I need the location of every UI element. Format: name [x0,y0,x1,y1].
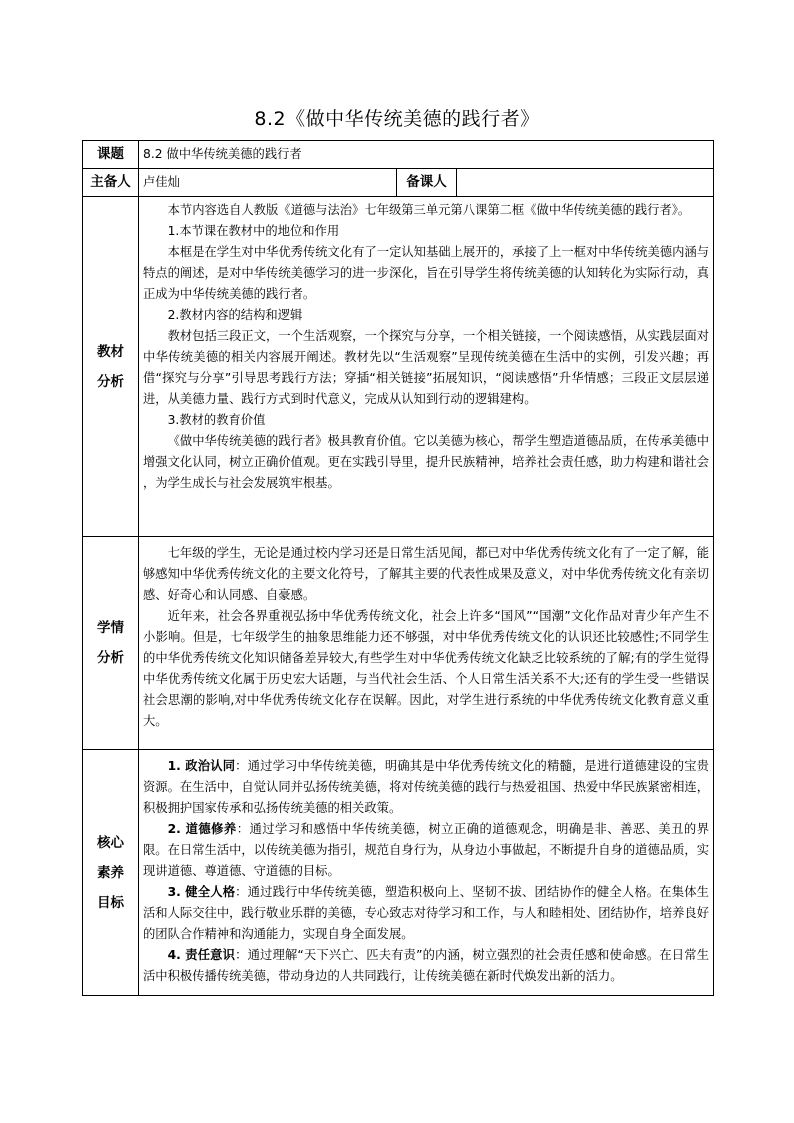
textbook-heading-1: 1.本节课在教材中的地位和作用 [167,224,340,238]
preparer-label: 主备人 [83,169,139,197]
textbook-heading-3: 3.教材的教育价值 [167,413,266,427]
textbook-label [83,197,139,537]
literacy-item [143,756,709,819]
students-label [83,537,139,750]
literacy-item-text: ：通过理解“天下兴亡、匹夫有责”的内涵，树立强烈的社会责任感和使命感。在日常生活中积极传播传统美德，带动身边的人共同践行，让传统美德在新时代焕发出新的活力。 [143,948,709,983]
literacy-item [143,945,709,987]
textbook-intro: 本节内容选自人教版《道德与法治》七年级第三单元第八课第二框《做中华传统美德的践行者》。 [167,203,691,217]
textbook-row [83,197,714,537]
lesson-plan-table [82,140,714,996]
preparer-value: 卢佳灿 [139,169,397,197]
students-row [83,537,714,750]
literacy-item-lead: 1. 政治认同 [167,759,236,773]
students-content [139,537,714,750]
literacy-item-lead: 2. 道德修养 [167,822,237,836]
literacy-row [83,750,714,996]
literacy-item-lead: 3. 健全人格 [167,885,236,899]
students-label-2: 分析 [97,650,124,666]
textbook-content [139,197,714,537]
co-preparer-value [457,169,714,197]
literacy-label [83,750,139,996]
topic-value: 8.2 做中华传统美德的践行者 [139,141,714,169]
co-preparer-label: 备课人 [397,169,457,197]
literacy-label-1: 核心 [97,834,124,851]
literacy-item-text: ：通过学习中华传统美德，明确其是中华优秀传统文化的精髓，是进行道德建设的宝贵资源。在生活中，自觉认同并弘扬传统美德，将对传统美德的践行与热爱祖国、热爱中华民族紧密相连，积极拥护国家传承和弘扬传统美德的相关政策。 [143,759,709,815]
textbook-label-2: 分析 [97,373,124,390]
students-paragraph-1: 七年级的学生，无论是通过校内学习还是日常生活见闻，都已对中华优秀传统文化有了一定了解，能够感知中华优秀传统文化的主要文化符号，了解其主要的代表性成果及意义，对中华优秀传统文化有亲切感、好奇心和认同感、自豪感。 [143,546,709,602]
textbook-paragraph-2: 教材包括三段正文，一个生活观察，一个探究与分享，一个相关链接，一个阅读感悟，从实践层面对中华传统美德的相关内容展开阐述。教材先以“生活观察”呈现传统美德在生活中的实例，引发兴趣；再借“探究与分享”引导思考践行方法；穿插“相关链接”拓展知识，“阅读感悟”升华情感；三段正文层层递进，从美德力量、践行方式到时代意义，完成从认知到行动的逻辑建构。 [143,329,709,406]
preparer-row [83,169,714,197]
literacy-item-lead: 4. 责任意识 [167,948,236,962]
literacy-item-text: ：通过学习和感悟中华传统美德，树立正确的道德观念，明确是非、善恶、美丑的界限。在日常生活中，以传统美德为指引，规范自身行为，从身边小事做起，不断提升自身的道德品质，实现讲道德、尊道德、守道德的目标。 [143,822,709,878]
textbook-paragraph-3: 《做中华传统美德的践行者》极具教育价值。它以美德为核心，帮学生塑造道德品质，在传承美德中增强文化认同，树立正确价值观。更在实践引导里，提升民族精神，培养社会责任感，助力构建和谐社会 ，为学生成长与社会发展筑牢根基。 [143,434,709,490]
textbook-heading-2: 2.教材内容的结构和逻辑 [167,308,303,322]
literacy-item [143,882,709,945]
textbook-label-1: 教材 [97,343,124,360]
topic-row [83,141,714,169]
literacy-item-text: ：通过践行中华传统美德，塑造积极向上、坚韧不拔、团结协作的健全人格。在集体生活和人际交往中，践行敬业乐群的美德，专心致志对待学习和工作，与人和睦相处、团结协作，培养良好的团队合作精神和沟通能力，实现自身全面发展。 [143,885,709,941]
topic-label: 课题 [83,141,139,169]
students-paragraph-2: 近年来，社会各界重视弘扬中华优秀传统文化，社会上许多“国风”“国潮”文化作品对青少年产生不小影响。但是，七年级学生的抽象思维能力还不够强，对中华优秀传统文化的认识还比较感性;不同学生的中华优秀传统文化知识储备差异较大,有些学生对中华优秀传统文化缺乏比较系统的了解;有的学生觉得中华优秀传统文化属于历史宏大话题，与当代社会生活、个人日常生活关系不大;还有的学生受一些错误社会思潮的影响,对中华优秀传统文化存在误解。因此，对学生进行系统的中华优秀传统文化教育意义重大。 [143,609,709,728]
literacy-item [143,819,709,882]
textbook-paragraph-1: 本框是在学生对中华优秀传统文化有了一定认知基础上展开的，承接了上一框对中华传统美德内涵与特点的阐述，是对中华传统美德学习的进一步深化，旨在引导学生将传统美德的认知转化为实际行动，真正成为中华传统美德的践行者。 [143,245,709,301]
literacy-content [139,750,714,996]
page-title: 8.2《做中华传统美德的践行者》 [254,108,540,130]
literacy-label-3: 目标 [97,894,124,911]
literacy-label-2: 素养 [97,864,124,881]
students-label-1: 学情 [97,620,124,636]
